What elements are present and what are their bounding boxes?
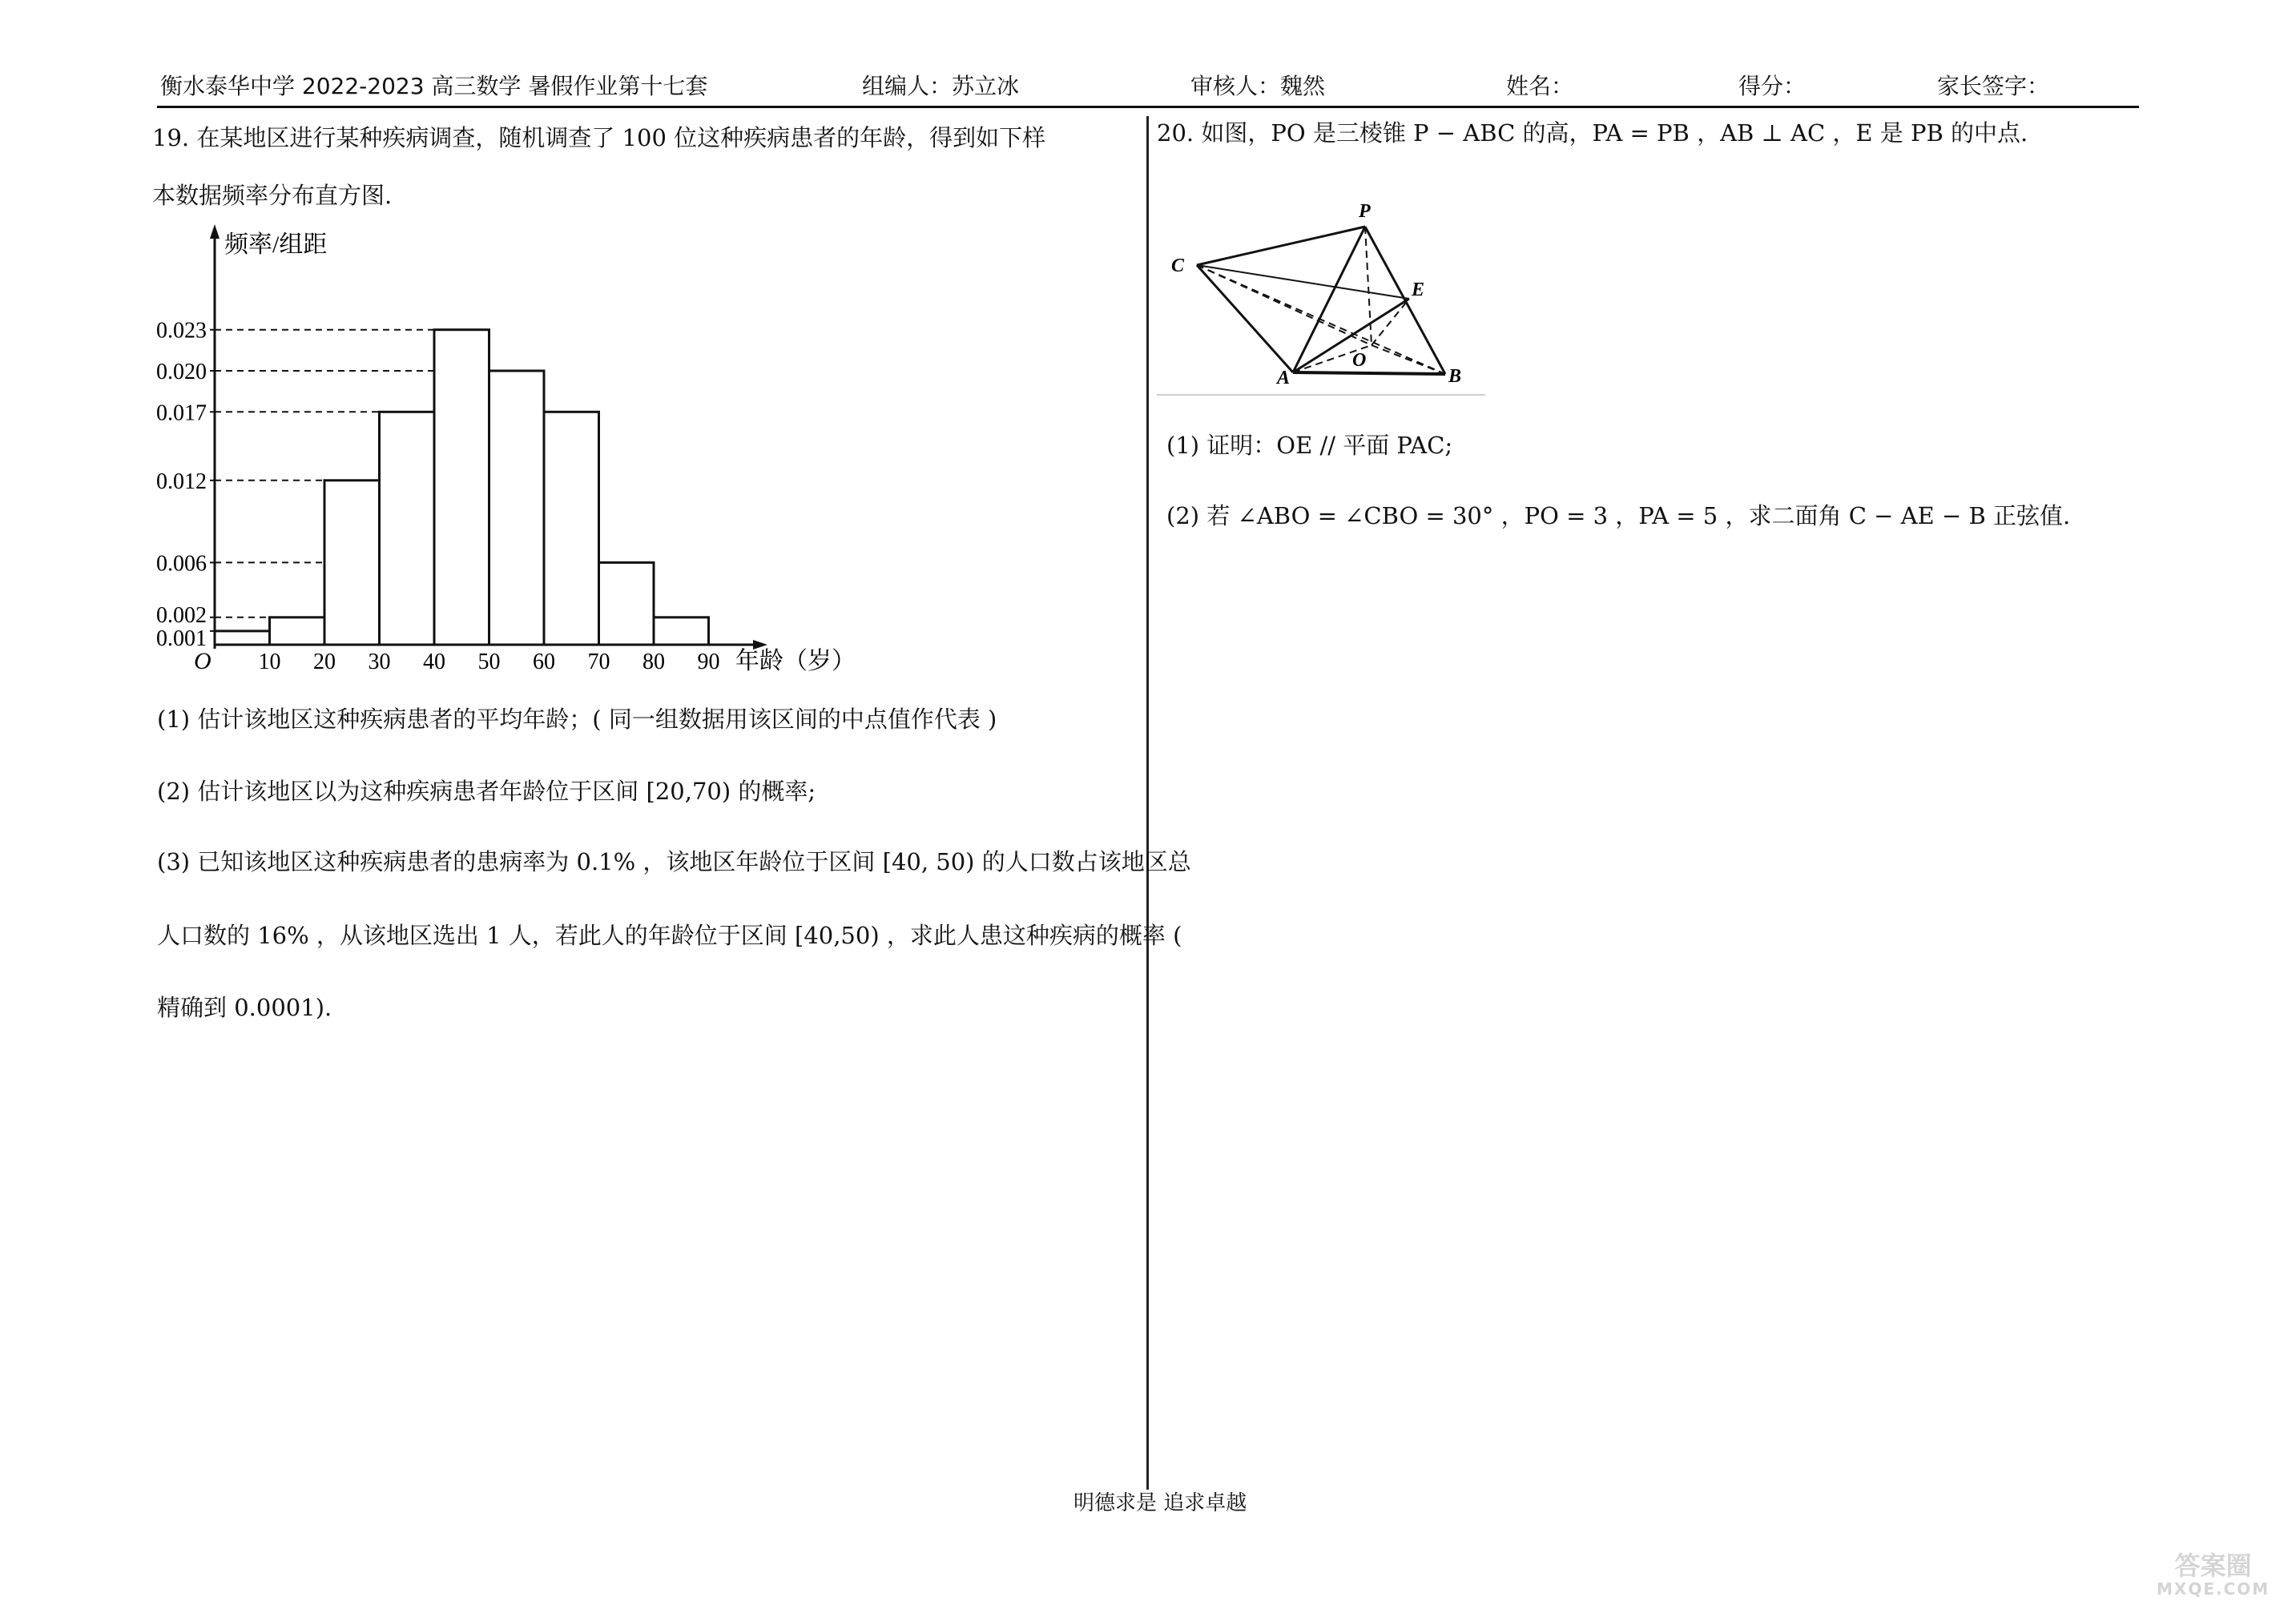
edge-CA bbox=[1197, 265, 1293, 372]
histogram-chart bbox=[144, 224, 865, 681]
dash-OE bbox=[1372, 299, 1409, 345]
dash-CO bbox=[1197, 265, 1372, 345]
q19-stem-line1: 19. 在某地区进行某种疾病调查，随机调查了 100 位这种疾病患者的年龄，得到如下样 bbox=[152, 124, 1046, 151]
header-parent-sign-field: 家长签字： bbox=[1937, 73, 2050, 99]
q19-part2: (2) 估计该地区以为这种疾病患者年龄位于区间 [20,70) 的概率; bbox=[157, 778, 816, 805]
y-tick-label: 0.023 bbox=[156, 318, 207, 344]
label-E: E bbox=[1412, 280, 1425, 300]
y-tick-label: 0.006 bbox=[156, 551, 207, 577]
y-tick-label: 0.017 bbox=[156, 400, 207, 426]
histogram-bar bbox=[270, 617, 325, 645]
x-tick-label: 60 bbox=[533, 650, 555, 674]
label-C: C bbox=[1171, 255, 1185, 276]
header-rule bbox=[157, 106, 2139, 108]
label-B: B bbox=[1448, 366, 1462, 387]
q19-part3-line1: (3) 已知该地区这种疾病患者的患病率为 0.1% ，该地区年龄位于区间 [40, 50) 的人口数占该地区总 bbox=[157, 848, 1191, 875]
y-axis-arrow bbox=[210, 224, 220, 239]
q20-stem: 20. 如图，PO 是三棱锥 P − ABC 的高，PA = PB ，AB ⊥ AC ，E 是 PB 的中点. bbox=[1157, 119, 2028, 147]
x-tick-label: 70 bbox=[587, 650, 610, 674]
histogram-bar bbox=[324, 481, 380, 645]
x-tick-label: 50 bbox=[477, 650, 501, 674]
histogram-bars bbox=[215, 330, 709, 645]
q19-stem-line2: 本数据频率分布直方图. bbox=[152, 182, 393, 209]
histogram-bar bbox=[544, 412, 599, 645]
histogram-bar bbox=[599, 562, 655, 645]
histogram-bar bbox=[489, 371, 545, 645]
q20-part1: (1) 证明：OE // 平面 PAC; bbox=[1166, 432, 1453, 459]
y-tick-label: 0.012 bbox=[156, 469, 207, 494]
y-tick-label: 0.020 bbox=[156, 360, 207, 384]
header-reviewer: 审核人：魏然 bbox=[1190, 73, 1326, 99]
dash-OB bbox=[1372, 345, 1445, 374]
x-tick-label: 90 bbox=[697, 650, 720, 674]
watermark-brand: 答案圈 bbox=[2174, 1551, 2252, 1581]
header-school-title: 衡水泰华中学 2022-2023 高三数学 暑假作业第十七套 bbox=[160, 73, 708, 99]
x-axis-label: 年龄（岁） bbox=[735, 648, 856, 674]
histogram-bar bbox=[654, 617, 709, 645]
q19-part1: (1) 估计该地区这种疾病患者的平均年龄；( 同一组数据用该区间的中点值作代表 ) bbox=[157, 706, 997, 733]
q19-part3-line3: 精确到 0.0001). bbox=[157, 994, 332, 1021]
y-tick-label: 0.002 bbox=[156, 602, 207, 628]
x-tick-label: 80 bbox=[642, 650, 665, 674]
footer-motto: 明德求是 追求卓越 bbox=[1073, 1491, 1247, 1515]
edge-CP bbox=[1197, 227, 1365, 265]
header-score-field: 得分： bbox=[1738, 73, 1807, 99]
watermark bbox=[2157, 1552, 2270, 1598]
column-divider bbox=[1146, 116, 1149, 1490]
watermark-url: MXQE.COM bbox=[2157, 1579, 2270, 1599]
origin-label: O bbox=[194, 648, 211, 674]
x-tick-label: 40 bbox=[423, 650, 445, 674]
y-axis-label: 频率/组距 bbox=[224, 231, 328, 258]
header-editor: 组编人：苏立冰 bbox=[862, 73, 1020, 99]
label-A: A bbox=[1277, 368, 1291, 388]
x-tick-label: 10 bbox=[258, 650, 281, 674]
label-P: P bbox=[1359, 201, 1371, 222]
label-O: O bbox=[1352, 350, 1367, 371]
x-tick-label: 20 bbox=[313, 650, 336, 674]
x-tick-label: 30 bbox=[368, 650, 391, 674]
edge-AB bbox=[1293, 372, 1445, 374]
q20-part2: (2) 若 ∠ABO = ∠CBO = 30° ，PO = 3 ，PA = 5 ，求二面角 C − AE − B 正弦值. bbox=[1166, 502, 2071, 529]
header-name-field: 姓名： bbox=[1506, 73, 1574, 99]
segment-CE bbox=[1197, 265, 1409, 299]
histogram-bar bbox=[434, 330, 489, 645]
y-tick-label: 0.001 bbox=[156, 625, 207, 651]
y-tick-labels bbox=[156, 319, 207, 651]
histogram-bar bbox=[215, 631, 270, 645]
x-tick-labels bbox=[259, 650, 720, 674]
histogram-bar bbox=[380, 412, 435, 645]
q19-part3-line2: 人口数的 16% ，从该地区选出 1 人，若此人的年龄位于区间 [40,50) ，求此人患这种疾病的概率 ( bbox=[157, 922, 1182, 949]
tetrahedron-figure bbox=[1157, 196, 1493, 396]
